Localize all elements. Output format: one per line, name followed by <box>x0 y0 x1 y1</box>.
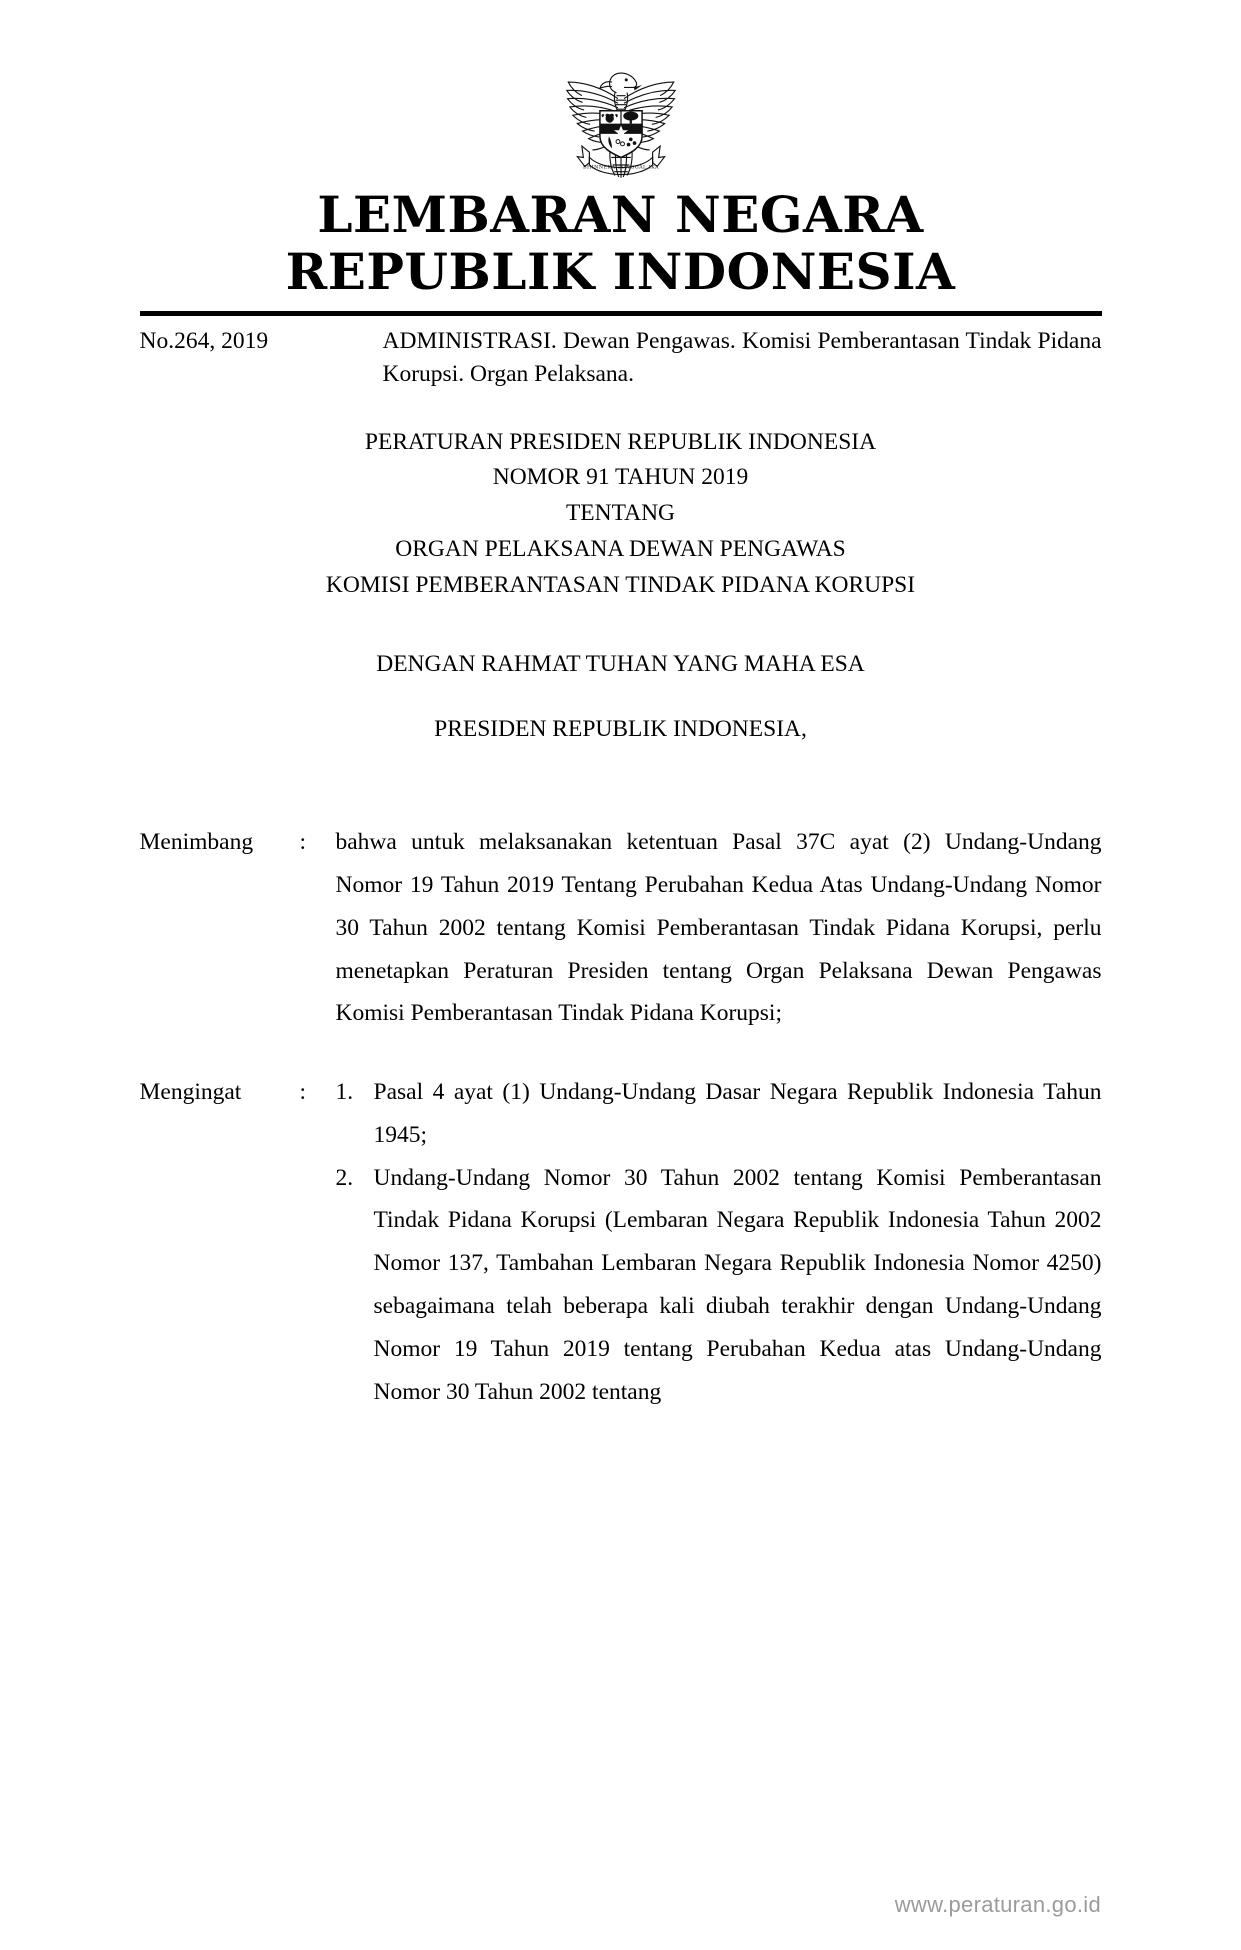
masthead-divider <box>140 311 1102 316</box>
list-item-text: Pasal 4 ayat (1) Undang-Undang Dasar Negara Republik Indonesia Tahun 1945; <box>373 1079 1102 1148</box>
list-item-marker: 2. <box>335 1164 354 1191</box>
clause-considering-text: bahwa untuk melaksanakan ketentuan Pasal 37C ayat (2) Undang-Undang Nomor 19 Tahun 2019 Tentang Perubahan Kedua Atas Undang-Undang Nomor 30 Tahun 2002 tentang Komisi Pemberantasan Tindak Pidana Korupsi, perlu menetapkan Peraturan Presiden tentang Organ Pelaksana Dewan Pengawas Komisi Pemberantasan Tindak Pidana Korupsi; <box>335 829 1102 1027</box>
masthead <box>0 186 1241 300</box>
recalling-item-list <box>336 1071 1102 1413</box>
clause-recalling-list <box>336 1071 1102 1413</box>
clause-considering-label: Menimbang <box>139 829 254 856</box>
gazette-number: No.264, 2019 <box>139 328 269 354</box>
emblem-container <box>0 0 1241 171</box>
list-item-marker: 1. <box>335 1079 354 1106</box>
regulation-title-block <box>140 425 1102 604</box>
title-line-5: KOMISI PEMBERANTASAN TINDAK PIDANA KORUPSI <box>325 571 916 598</box>
footer-watermark: www.peraturan.go.id <box>894 1892 1101 1917</box>
clause-recalling-colon: : <box>299 1079 307 1106</box>
title-line-4: ORGAN PELAKSANA DEWAN PENGAWAS <box>395 535 846 562</box>
list-item <box>336 1157 1102 1414</box>
gazette-subject: ADMINISTRASI. Dewan Pengawas. Komisi Pemberantasan Tindak Pidana Korupsi. Organ Pelaksana. <box>382 328 1102 388</box>
garuda-pancasila-emblem <box>545 52 697 180</box>
list-item <box>336 1071 1102 1157</box>
enactor-line: PRESIDEN REPUBLIK INDONESIA, <box>434 716 807 743</box>
clause-considering-colon: : <box>299 829 307 856</box>
invocation-line: DENGAN RAHMAT TUHAN YANG MAHA ESA <box>376 651 865 678</box>
clause-recalling <box>140 1071 1102 1413</box>
masthead-line-1: LEMBARAN NEGARA <box>317 185 924 244</box>
gazette-meta-row <box>140 325 1102 392</box>
title-line-2: NOMOR 91 TAHUN 2019 <box>492 464 749 491</box>
masthead-line-2: REPUBLIK INDONESIA <box>285 242 956 301</box>
clause-considering <box>140 821 1102 1035</box>
list-item-text: Undang-Undang Nomor 30 Tahun 2002 tentang Komisi Pemberantasan Tindak Pidana Korupsi (Lembaran Negara Republik Indonesia Tahun 2002 Nomor 137, Tambahan Lembaran Negara Republik Indonesia Nomor 4250) sebagaimana telah beberapa kali diubah terakhir dengan Undang-Undang Nomor 19 Tahun 2019 tentang Perubahan Kedua atas Undang-Undang Nomor 30 Tahun 2002 tentang <box>373 1164 1102 1405</box>
clause-recalling-label: Mengingat <box>139 1079 242 1106</box>
title-line-3: TENTANG <box>565 500 676 527</box>
svg-text:BHINNEKA TUNGGAL IKA: BHINNEKA TUNGGAL IKA <box>582 164 659 171</box>
title-line-1: PERATURAN PRESIDEN REPUBLIK INDONESIA <box>364 428 877 455</box>
